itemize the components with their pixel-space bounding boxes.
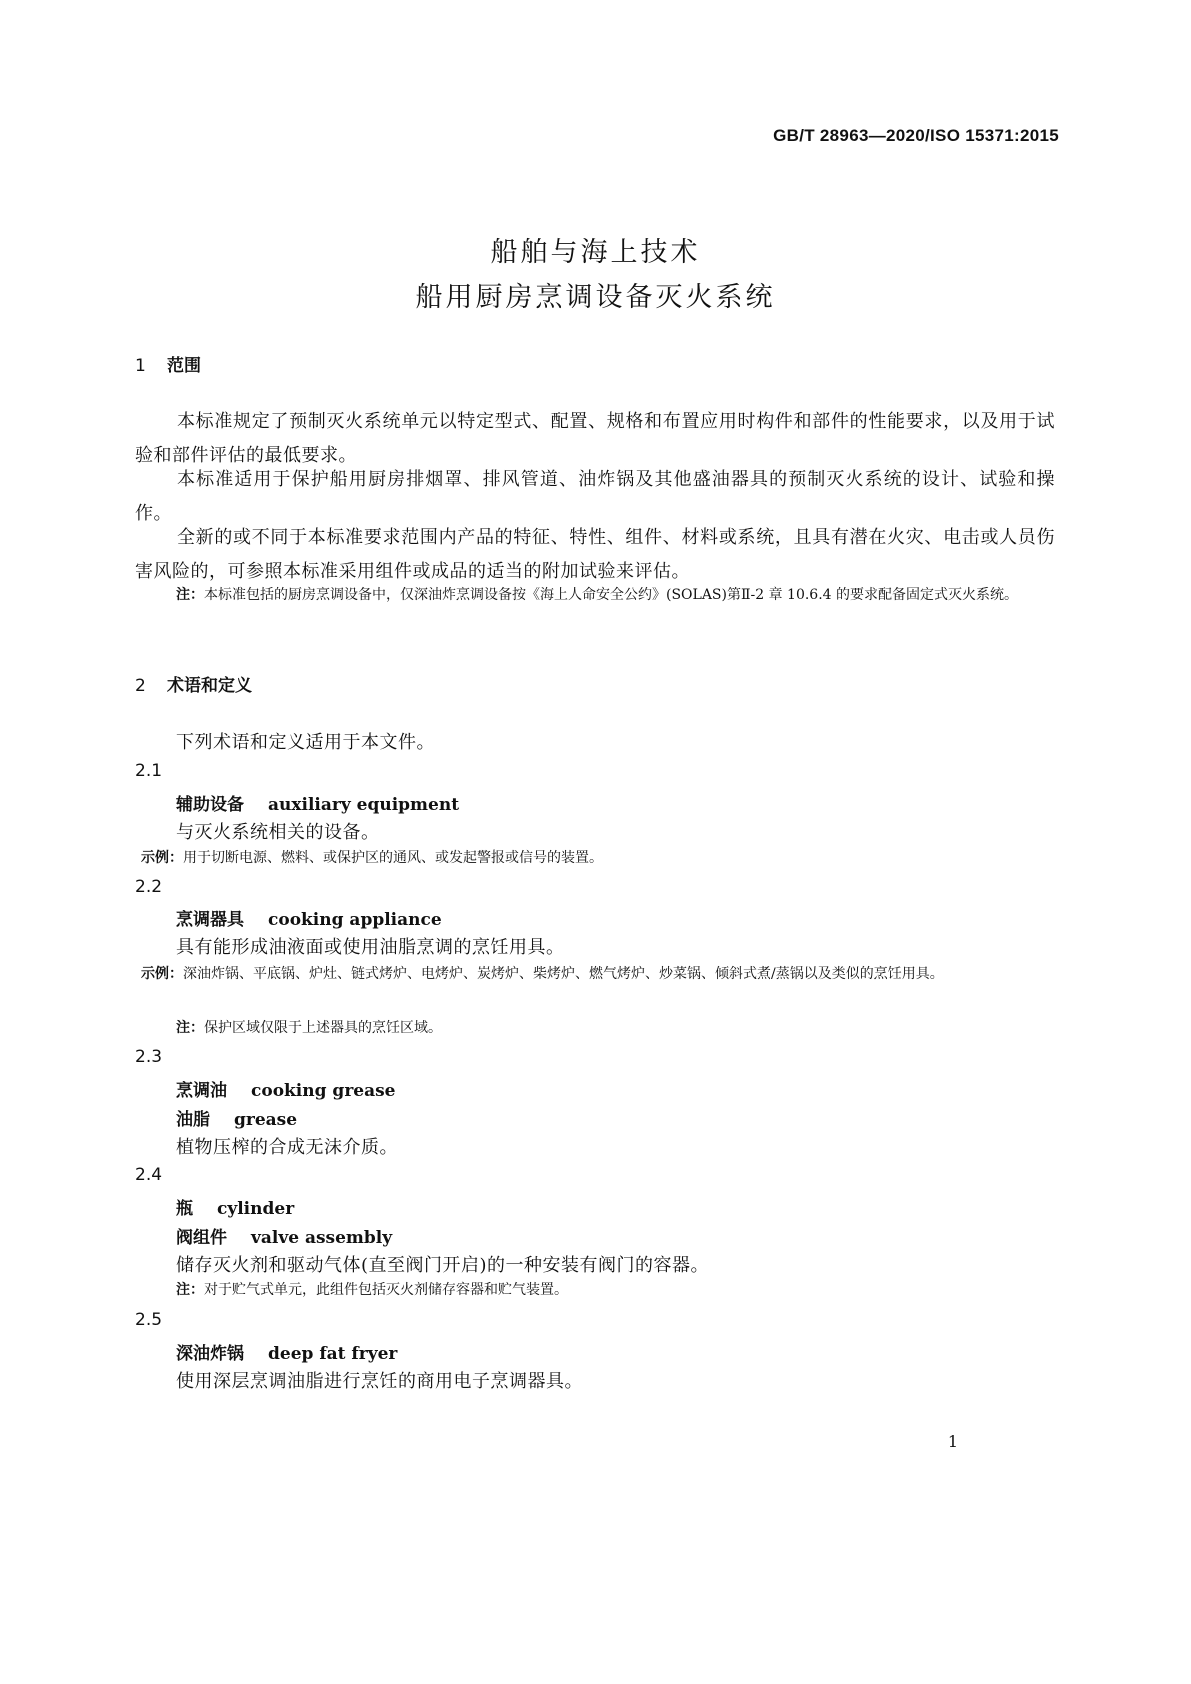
term-zh: 油脂 (176, 1110, 210, 1130)
definition-2-4: 储存灭火剂和驱动气体(直至阀门开启)的一种安装有阀门的容器。 (176, 1255, 710, 1276)
term-zh: 烹调器具 (176, 910, 244, 930)
term-2-4-b (176, 1223, 392, 1248)
note-label: 注： (176, 1020, 204, 1036)
term-en: cooking grease (251, 1081, 396, 1101)
note-2-2 (176, 1014, 1054, 1042)
clause-number-2-1: 2.1 (135, 761, 163, 781)
terms-intro: 下列术语和定义适用于本文件。 (176, 732, 435, 753)
note-text: 本标准包括的厨房烹调设备中，仅深油炸烹调设备按《海上人命安全公约》(SOLAS)第Ⅱ-2 章 10.6.4 的要求配备固定式灭火系统。 (204, 587, 1019, 603)
term-en: valve assembly (251, 1228, 393, 1248)
term-en: deep fat fryer (268, 1344, 398, 1364)
section-2-heading (135, 671, 252, 696)
example-2-1 (135, 844, 1055, 872)
definition-2-3: 植物压榨的合成无沫介质。 (176, 1137, 398, 1158)
term-2-3-b (176, 1105, 297, 1130)
clause-number-2-4: 2.4 (135, 1165, 163, 1185)
term-zh: 阀组件 (176, 1228, 227, 1248)
standard-code-header: GB/T 28963—2020/ISO 15371:2015 (773, 126, 1059, 145)
note-text: 对于贮气式单元，此组件包括灭火剂储存容器和贮气装置。 (204, 1282, 568, 1298)
term-zh: 辅助设备 (176, 795, 244, 815)
document-title-line-2: 船用厨房烹调设备灭火系统 (415, 282, 776, 313)
term-2-4-a (176, 1194, 294, 1219)
clause-number-2-5: 2.5 (135, 1310, 163, 1330)
scope-note (176, 581, 1081, 609)
term-2-5 (176, 1339, 397, 1364)
term-2-3-a (176, 1076, 396, 1101)
section-number: 1 (135, 356, 146, 376)
term-zh: 深油炸锅 (176, 1344, 244, 1364)
scope-paragraph-3: 全新的或不同于本标准要求范围内产品的特征、特性、组件、材料或系统，且具有潜在火灾、电击或人员伤害风险的，可参照本标准采用组件或成品的适当的附加试验来评估。 (135, 527, 1055, 582)
example-text: 深油炸锅、平底锅、炉灶、链式烤炉、电烤炉、炭烤炉、柴烤炉、燃气烤炉、炒菜锅、倾斜式煮/蒸锅以及类似的烹饪用具。 (183, 966, 944, 982)
note-2-4 (176, 1276, 1054, 1304)
example-label: 示例： (141, 850, 183, 866)
note-label: 注： (176, 587, 204, 603)
section-number: 2 (135, 676, 146, 696)
term-en: auxiliary equipment (268, 795, 460, 815)
document-title-line-1: 船舶与海上技术 (490, 237, 701, 268)
term-2-2 (176, 905, 442, 930)
term-en: cylinder (217, 1199, 295, 1219)
term-zh: 烹调油 (176, 1081, 227, 1101)
term-2-1 (176, 790, 459, 815)
section-1-heading (135, 351, 201, 376)
section-title: 术语和定义 (167, 676, 252, 696)
clause-number-2-2: 2.2 (135, 877, 163, 897)
term-zh: 瓶 (176, 1199, 193, 1219)
definition-2-1: 与灭火系统相关的设备。 (176, 822, 380, 843)
section-title: 范围 (167, 356, 201, 376)
scope-paragraph-2: 本标准适用于保护船用厨房排烟罩、排风管道、油炸锅及其他盛油器具的预制灭火系统的设计、试验和操作。 (135, 469, 1055, 524)
definition-2-5: 使用深层烹调油脂进行烹饪的商用电子烹调器具。 (176, 1371, 583, 1392)
scope-paragraph-1: 本标准规定了预制灭火系统单元以特定型式、配置、规格和布置应用时构件和部件的性能要求，以及用于试验和部件评估的最低要求。 (135, 411, 1055, 466)
definition-2-2: 具有能形成油液面或使用油脂烹调的烹饪用具。 (176, 937, 565, 958)
page-number: 1 (947, 1432, 958, 1451)
term-en: cooking appliance (268, 910, 442, 930)
example-label: 示例： (141, 966, 183, 982)
note-text: 保护区域仅限于上述器具的烹饪区域。 (204, 1020, 442, 1036)
clause-number-2-3: 2.3 (135, 1047, 163, 1067)
example-2-2 (135, 960, 1055, 988)
note-label: 注： (176, 1282, 204, 1298)
example-text: 用于切断电源、燃料、或保护区的通风、或发起警报或信号的装置。 (183, 850, 603, 866)
term-en: grease (234, 1110, 298, 1130)
